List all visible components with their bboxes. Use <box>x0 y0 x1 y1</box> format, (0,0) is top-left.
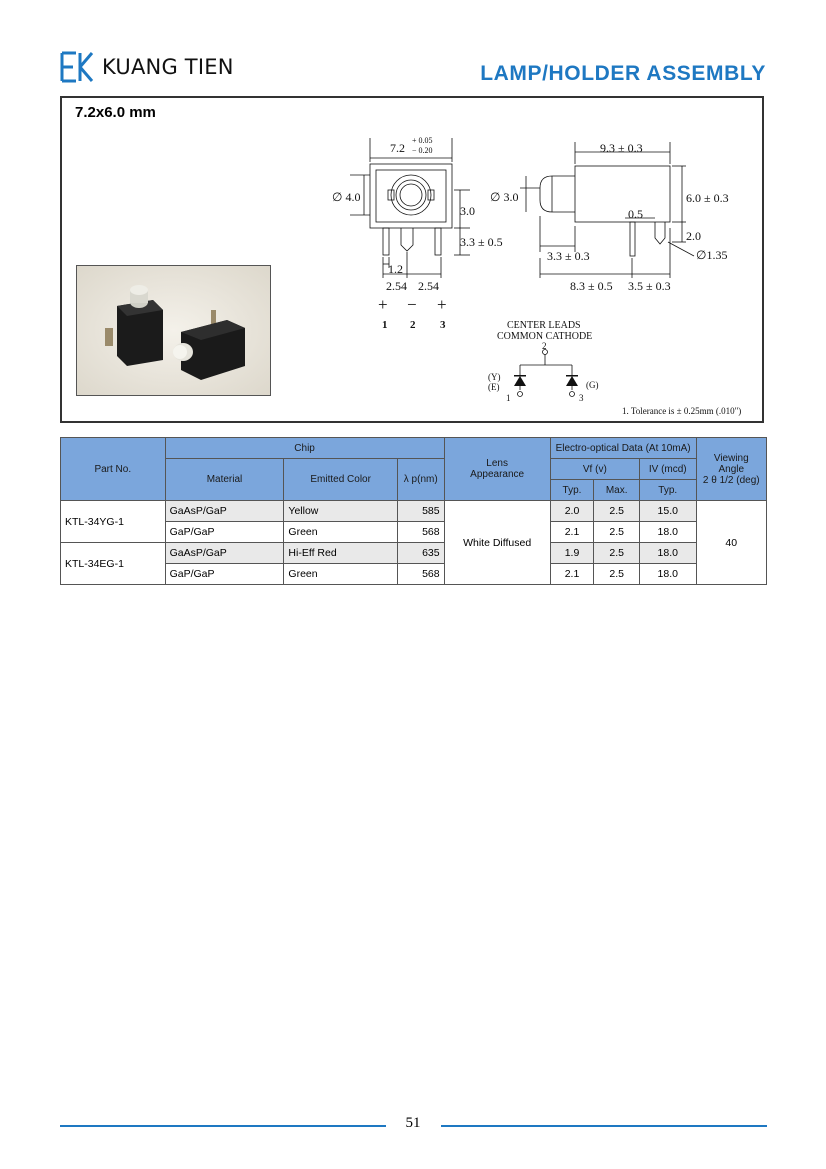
spec-table <box>60 437 767 585</box>
brand-name: KUANG TIEN <box>102 55 234 79</box>
material-cell: GaP/GaP <box>165 564 284 585</box>
header-chip: Chip <box>165 438 444 459</box>
circuit-title-line1: CENTER LEADS <box>507 320 581 331</box>
header-lens <box>444 438 550 501</box>
table-row <box>61 522 767 543</box>
footer-rule-right <box>441 1125 767 1127</box>
color-cell: Green <box>284 522 397 543</box>
vf-max-cell: 2.5 <box>594 564 640 585</box>
viewing-angle-cell: 40 <box>696 501 766 585</box>
vf-typ-cell: 2.1 <box>550 522 594 543</box>
iv-typ-cell: 15.0 <box>640 501 697 522</box>
front-dim-3-3: 3.3 ± 0.5 <box>460 235 503 249</box>
pin-3-polarity: + <box>437 295 447 314</box>
circuit-right-label: (G) <box>586 380 599 390</box>
front-width-nominal: 7.2 <box>390 141 405 155</box>
header-electro: Electro-optical Data (At 10mA) <box>550 438 696 459</box>
front-pitch-right: 2.54 <box>418 279 439 293</box>
brand-logo-icon <box>60 50 96 84</box>
color-cell: Yellow <box>284 501 397 522</box>
pin-1-label: 1 <box>382 319 388 331</box>
side-pin-to-end: 3.5 ± 0.3 <box>628 279 671 293</box>
side-dim-2-0: 2.0 <box>686 229 701 243</box>
vf-max-cell: 2.5 <box>594 543 640 564</box>
page-number: 51 <box>405 1115 421 1131</box>
pin-1-polarity: + <box>378 295 388 314</box>
page-title: LAMP/HOLDER ASSEMBLY <box>480 62 766 85</box>
color-cell: Hi-Eff Red <box>284 543 397 564</box>
header-vf-typ: Typ. <box>550 480 594 501</box>
vf-typ-cell: 2.1 <box>550 564 594 585</box>
front-width-tol-minus: − 0.20 <box>412 146 433 155</box>
vf-max-cell: 2.5 <box>594 501 640 522</box>
color-cell: Green <box>284 564 397 585</box>
product-photo <box>76 265 271 396</box>
header-iv-typ: Typ. <box>640 480 697 501</box>
wavelength-cell: 635 <box>397 543 444 564</box>
header-wavelength: λ p(nm) <box>397 459 444 501</box>
vf-max-cell: 2.5 <box>594 522 640 543</box>
iv-typ-cell: 18.0 <box>640 543 697 564</box>
header-viewing <box>696 438 766 501</box>
material-cell: GaP/GaP <box>165 522 284 543</box>
side-body-to-pin: 8.3 ± 0.5 <box>570 279 613 293</box>
pin-3-label: 3 <box>440 319 446 331</box>
circuit-left-pin: 1 <box>506 393 511 403</box>
header-vf: Vf (v) <box>550 459 639 480</box>
material-cell: GaAsP/GaP <box>165 543 284 564</box>
brand <box>60 50 234 84</box>
front-dim-3-0: 3.0 <box>460 204 475 218</box>
header-emitted-color: Emitted Color <box>284 459 397 501</box>
iv-typ-cell: 18.0 <box>640 522 697 543</box>
header-viewing-line1: Viewing Angle <box>713 452 749 475</box>
side-dim-0-5: 0.5 <box>628 207 643 221</box>
iv-typ-cell: 18.0 <box>640 564 697 585</box>
pin-2-label: 2 <box>410 319 416 331</box>
side-lens-dia: ∅ 3.0 <box>490 190 519 204</box>
front-dim-1-2: 1.2 <box>388 262 403 276</box>
header-lens-line1: Lens <box>486 458 508 469</box>
front-width-tol-plus: + 0.05 <box>412 136 433 145</box>
header-part-no: Part No. <box>61 438 166 501</box>
tolerance-note: 1. Tolerance is ± 0.25mm (.010") <box>622 406 742 416</box>
header-vf-max: Max. <box>594 480 640 501</box>
vf-typ-cell: 2.0 <box>550 501 594 522</box>
pin-2-polarity: − <box>407 295 417 314</box>
header-lens-line2: Appearance <box>470 469 525 480</box>
part-no-cell: KTL-34YG-1 <box>61 501 166 543</box>
circuit-right-pin: 3 <box>579 393 584 403</box>
wavelength-cell: 568 <box>397 564 444 585</box>
side-length: 9.3 ± 0.3 <box>600 141 643 155</box>
lens-appearance-cell: White Diffused <box>444 501 550 585</box>
circuit-left-label-1: (Y) <box>488 372 501 382</box>
wavelength-cell: 568 <box>397 522 444 543</box>
circuit-common-pin: 2 <box>542 341 547 351</box>
size-label: 7.2x6.0 mm <box>75 104 156 121</box>
vf-typ-cell: 1.9 <box>550 543 594 564</box>
header-material: Material <box>165 459 284 501</box>
header-iv: IV (mcd) <box>640 459 697 480</box>
table-row <box>61 501 767 522</box>
side-height: 6.0 ± 0.3 <box>686 191 729 205</box>
wavelength-cell: 585 <box>397 501 444 522</box>
footer-rule-left <box>60 1125 386 1127</box>
circuit-title-line2: COMMON CATHODE <box>497 331 593 342</box>
side-lens-protrusion: 3.3 ± 0.3 <box>547 249 590 263</box>
table-row <box>61 543 767 564</box>
front-lens-dia: ∅ 4.0 <box>332 190 361 204</box>
circuit-left-label-2: (E) <box>488 382 500 392</box>
material-cell: GaAsP/GaP <box>165 501 284 522</box>
part-no-cell: KTL-34EG-1 <box>61 543 166 585</box>
header-viewing-line2: 2 θ 1/2 (deg) <box>702 474 760 486</box>
dimension-drawing <box>290 128 770 423</box>
table-row <box>61 564 767 585</box>
side-pin-dia: ∅1.35 <box>696 248 728 262</box>
front-pitch-left: 2.54 <box>386 279 407 293</box>
product-photo-image <box>77 266 270 395</box>
